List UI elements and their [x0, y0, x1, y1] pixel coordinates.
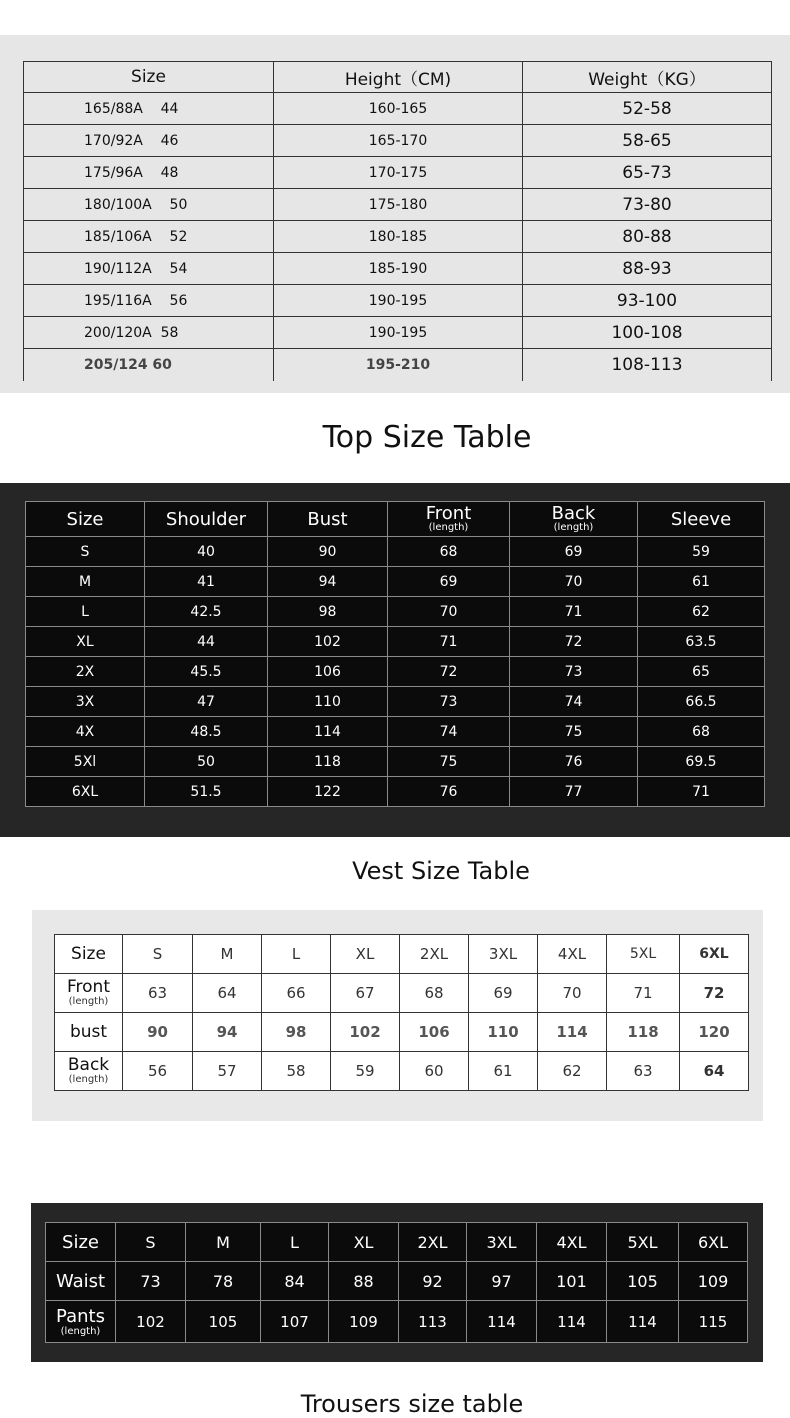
- header-size: Size: [55, 935, 123, 974]
- cell: 71: [510, 597, 638, 627]
- cell: 6XL: [26, 777, 145, 807]
- cell: 75: [510, 717, 638, 747]
- vest-size-section: [0, 483, 790, 837]
- cell: 61: [469, 1052, 538, 1091]
- cell: 64: [680, 1052, 749, 1091]
- table-row: [24, 317, 772, 349]
- cell: 68: [638, 717, 765, 747]
- top-size-table: [23, 61, 772, 381]
- table-row: [46, 1262, 748, 1301]
- table-row: [46, 1301, 748, 1343]
- cell: 114: [268, 717, 388, 747]
- cell: 48.5: [145, 717, 268, 747]
- cell: 51.5: [145, 777, 268, 807]
- cell: 78: [186, 1262, 261, 1301]
- header-cell: 2XL: [400, 935, 469, 974]
- cell: 105: [186, 1301, 261, 1343]
- table-row: [26, 717, 765, 747]
- cell: 118: [268, 747, 388, 777]
- header-sleeve: Sleeve: [638, 502, 765, 537]
- height-cell: 170-175: [274, 157, 523, 189]
- cell: 57: [193, 1052, 262, 1091]
- cell: 61: [638, 567, 765, 597]
- cell: 50: [145, 747, 268, 777]
- height-cell: 165-170: [274, 125, 523, 157]
- cell: 62: [538, 1052, 607, 1091]
- cell: 73: [510, 657, 638, 687]
- cell: 97: [467, 1262, 537, 1301]
- cell: 94: [268, 567, 388, 597]
- cell: 114: [537, 1301, 607, 1343]
- table-row: [24, 125, 772, 157]
- header-cell: 2XL: [399, 1223, 467, 1262]
- table-row: [26, 657, 765, 687]
- cell: 71: [388, 627, 510, 657]
- weight-cell: 65-73: [523, 157, 772, 189]
- header-cell: L: [262, 935, 331, 974]
- cell: 90: [123, 1013, 193, 1052]
- trousers-size-section: [31, 1203, 763, 1362]
- cell: 73: [388, 687, 510, 717]
- table-row: [24, 285, 772, 317]
- weight-cell: 52-58: [523, 93, 772, 125]
- header-cell: 3XL: [467, 1223, 537, 1262]
- cell: 40: [145, 537, 268, 567]
- cell: 60: [400, 1052, 469, 1091]
- weight-cell: 100-108: [523, 317, 772, 349]
- header-cell: 5XL: [607, 1223, 679, 1262]
- cell: 62: [638, 597, 765, 627]
- header-cell: 6XL: [680, 935, 749, 974]
- cell: 114: [538, 1013, 607, 1052]
- table-row: [24, 93, 772, 125]
- header-cell: XL: [331, 935, 400, 974]
- cell: 113: [399, 1301, 467, 1343]
- cell: 65: [638, 657, 765, 687]
- cell: 4X: [26, 717, 145, 747]
- cell: 88: [329, 1262, 399, 1301]
- cell: 69: [388, 567, 510, 597]
- weight-cell: 80-88: [523, 221, 772, 253]
- cell: 44: [145, 627, 268, 657]
- table-row: [24, 349, 772, 382]
- cell: 102: [268, 627, 388, 657]
- table-row: [24, 189, 772, 221]
- cell: 64: [193, 974, 262, 1013]
- cell: 3X: [26, 687, 145, 717]
- cell: 105: [607, 1262, 679, 1301]
- header-cell: 3XL: [469, 935, 538, 974]
- height-cell: 160-165: [274, 93, 523, 125]
- length-note: (length): [553, 522, 594, 533]
- cell: 109: [679, 1262, 748, 1301]
- trousers-table-title: Trousers size table: [300, 1390, 524, 1418]
- table-row: [26, 777, 765, 807]
- table-row: [55, 1013, 749, 1052]
- table-row: [26, 627, 765, 657]
- cell: 76: [510, 747, 638, 777]
- table-row: [55, 1052, 749, 1091]
- header-back-label: Back: [551, 503, 596, 524]
- cell: 90: [268, 537, 388, 567]
- header-cell: S: [123, 935, 193, 974]
- row-label: Waist: [46, 1262, 116, 1301]
- cell: 72: [510, 627, 638, 657]
- cell: 58: [262, 1052, 331, 1091]
- cell: 42.5: [145, 597, 268, 627]
- cell: 63: [123, 974, 193, 1013]
- vest-table-title: Vest Size Table: [352, 857, 530, 885]
- measurement-size-section: [32, 910, 763, 1121]
- row-label-back: [55, 1052, 123, 1091]
- cell: M: [26, 567, 145, 597]
- cell: 75: [388, 747, 510, 777]
- size-cell: 185/106A 52: [24, 221, 274, 253]
- cell: 72: [680, 974, 749, 1013]
- table-row: [55, 974, 749, 1013]
- length-note: (length): [428, 522, 469, 533]
- table-row: [24, 253, 772, 285]
- cell: 106: [400, 1013, 469, 1052]
- table-header-row: [24, 62, 772, 93]
- measurement-size-table: [54, 934, 749, 1091]
- table-header-row: [55, 935, 749, 974]
- header-size: Size: [46, 1223, 116, 1262]
- size-cell: 205/124 60: [24, 349, 274, 382]
- header-front: [388, 502, 510, 537]
- cell: 70: [538, 974, 607, 1013]
- cell: 47: [145, 687, 268, 717]
- cell: 102: [116, 1301, 186, 1343]
- cell: 59: [638, 537, 765, 567]
- header-cell: 6XL: [679, 1223, 748, 1262]
- cell: 94: [193, 1013, 262, 1052]
- weight-cell: 108-113: [523, 349, 772, 382]
- weight-cell: 93-100: [523, 285, 772, 317]
- cell: 122: [268, 777, 388, 807]
- header-front-label: Front: [425, 503, 472, 524]
- vest-size-table: [25, 501, 765, 807]
- cell: 92: [399, 1262, 467, 1301]
- cell: 71: [638, 777, 765, 807]
- table-row: [24, 157, 772, 189]
- cell: 98: [262, 1013, 331, 1052]
- height-cell: 190-195: [274, 285, 523, 317]
- cell: 70: [388, 597, 510, 627]
- header-back: [510, 502, 638, 537]
- cell: 69: [469, 974, 538, 1013]
- header-weight: Weight（KG）: [523, 62, 772, 93]
- weight-cell: 88-93: [523, 253, 772, 285]
- row-label: Pants: [56, 1305, 105, 1327]
- table-row: [26, 567, 765, 597]
- row-label-pants: [46, 1301, 116, 1343]
- row-label: Front: [67, 977, 110, 997]
- size-cell: 190/112A 54: [24, 253, 274, 285]
- cell: L: [26, 597, 145, 627]
- cell: 106: [268, 657, 388, 687]
- cell: 74: [510, 687, 638, 717]
- cell: 5Xl: [26, 747, 145, 777]
- header-cell: 4XL: [537, 1223, 607, 1262]
- row-label: bust: [55, 1013, 123, 1052]
- cell: 101: [537, 1262, 607, 1301]
- cell: 67: [331, 974, 400, 1013]
- table-row: [26, 687, 765, 717]
- cell: 56: [123, 1052, 193, 1091]
- cell: 109: [329, 1301, 399, 1343]
- cell: 102: [331, 1013, 400, 1052]
- cell: 110: [469, 1013, 538, 1052]
- cell: 73: [116, 1262, 186, 1301]
- weight-cell: 58-65: [523, 125, 772, 157]
- cell: 115: [679, 1301, 748, 1343]
- table-row: [26, 597, 765, 627]
- size-cell: 165/88A 44: [24, 93, 274, 125]
- header-height: Height（CM): [274, 62, 523, 93]
- size-cell: 200/120A 58: [24, 317, 274, 349]
- top-size-section: [0, 35, 790, 393]
- height-cell: 195-210: [274, 349, 523, 382]
- cell: 72: [388, 657, 510, 687]
- header-bust: Bust: [268, 502, 388, 537]
- cell: 114: [467, 1301, 537, 1343]
- cell: 110: [268, 687, 388, 717]
- cell: 76: [388, 777, 510, 807]
- cell: 63.5: [638, 627, 765, 657]
- cell: 41: [145, 567, 268, 597]
- cell: 68: [388, 537, 510, 567]
- cell: 68: [400, 974, 469, 1013]
- cell: 71: [607, 974, 680, 1013]
- table-header-row: [46, 1223, 748, 1262]
- cell: 45.5: [145, 657, 268, 687]
- header-cell: M: [193, 935, 262, 974]
- header-cell: M: [186, 1223, 261, 1262]
- cell: 66: [262, 974, 331, 1013]
- size-cell: 195/116A 56: [24, 285, 274, 317]
- header-size: Size: [24, 62, 274, 93]
- size-cell: 175/96A 48: [24, 157, 274, 189]
- cell: 84: [261, 1262, 329, 1301]
- row-label: Back: [67, 1055, 110, 1075]
- height-cell: 190-195: [274, 317, 523, 349]
- cell: XL: [26, 627, 145, 657]
- header-cell: XL: [329, 1223, 399, 1262]
- cell: S: [26, 537, 145, 567]
- cell: 98: [268, 597, 388, 627]
- cell: 114: [607, 1301, 679, 1343]
- table-row: [26, 537, 765, 567]
- height-cell: 180-185: [274, 221, 523, 253]
- length-note: (length): [68, 996, 109, 1007]
- height-cell: 185-190: [274, 253, 523, 285]
- table-row: [24, 221, 772, 253]
- trousers-size-table: [45, 1222, 748, 1343]
- cell: 107: [261, 1301, 329, 1343]
- row-label-front: [55, 974, 123, 1013]
- size-cell: 180/100A 50: [24, 189, 274, 221]
- cell: 69: [510, 537, 638, 567]
- cell: 77: [510, 777, 638, 807]
- header-size: Size: [26, 502, 145, 537]
- cell: 70: [510, 567, 638, 597]
- cell: 120: [680, 1013, 749, 1052]
- header-cell: S: [116, 1223, 186, 1262]
- height-cell: 175-180: [274, 189, 523, 221]
- weight-cell: 73-80: [523, 189, 772, 221]
- header-cell: L: [261, 1223, 329, 1262]
- cell: 59: [331, 1052, 400, 1091]
- header-cell: 4XL: [538, 935, 607, 974]
- cell: 2X: [26, 657, 145, 687]
- length-note: (length): [60, 1325, 101, 1337]
- cell: 66.5: [638, 687, 765, 717]
- cell: 69.5: [638, 747, 765, 777]
- size-cell: 170/92A 46: [24, 125, 274, 157]
- length-note: (length): [68, 1074, 109, 1085]
- header-shoulder: Shoulder: [145, 502, 268, 537]
- top-table-title: Top Size Table: [322, 420, 532, 455]
- cell: 118: [607, 1013, 680, 1052]
- table-header-row: [26, 502, 765, 537]
- cell: 74: [388, 717, 510, 747]
- cell: 63: [607, 1052, 680, 1091]
- header-cell: 5XL: [607, 935, 680, 974]
- table-row: [26, 747, 765, 777]
